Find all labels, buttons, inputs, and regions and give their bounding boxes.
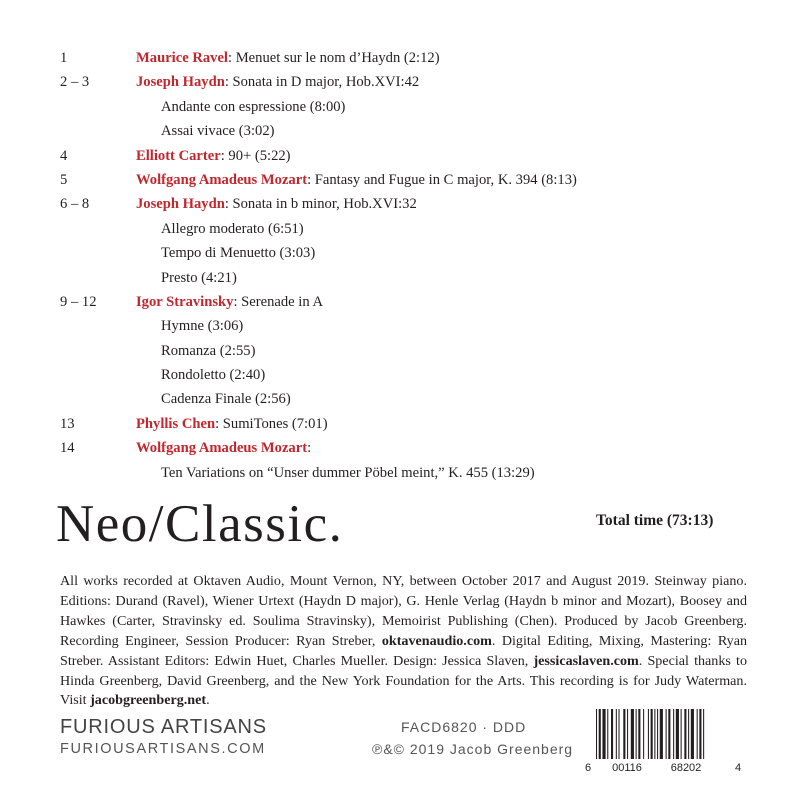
track-row — [60, 70, 760, 94]
movement-title: Allegro moderato (6:51) — [161, 220, 304, 237]
movement-title: Tempo di Menuetto (3:03) — [161, 245, 316, 262]
movement-row — [60, 363, 760, 387]
work-title: : — [307, 440, 312, 457]
barcode-bar — [648, 709, 649, 759]
work-title: : Sonata in b minor, Hob.XVI:32 — [224, 196, 417, 213]
barcode-bar — [643, 709, 644, 759]
barcode-bar — [657, 709, 658, 759]
movement-row — [60, 314, 760, 338]
barcode-bar — [673, 709, 674, 759]
composer-name: Maurice Ravel — [136, 50, 228, 66]
composer-name: Wolfgang Amadeus Mozart — [136, 440, 308, 457]
work-title: : Serenade in A — [233, 293, 324, 310]
movement-title: Presto (4:21) — [161, 269, 237, 286]
work-title: : Sonata in D major, Hob.XVI:42 — [224, 74, 420, 91]
track-title — [136, 70, 419, 94]
barcode-bar — [703, 709, 704, 759]
track-number: 13 — [60, 415, 75, 432]
barcode-bar — [654, 709, 655, 759]
movement-title: Ten Variations on “Unser dummer Pöbel meint,” K. 455 (13:29) — [161, 464, 535, 481]
movement-row — [60, 241, 760, 265]
catalog-number: FACD6820 · DDD — [401, 719, 527, 735]
barcode-bar — [688, 709, 689, 759]
composer-name: Phyllis Chen — [136, 415, 216, 432]
movement-title: Romanza (2:55) — [161, 342, 256, 359]
barcode-bar — [681, 709, 682, 759]
track-number: 5 — [60, 171, 68, 188]
barcode-bar — [684, 709, 686, 759]
track-row — [60, 436, 760, 460]
credit-link-text: jessicaslaven.com — [533, 652, 639, 669]
movement-row — [60, 387, 760, 411]
barcode-bar — [627, 709, 628, 759]
credit-text: All works recorded at Oktaven Audio, Mount Vernon, NY, between October 2017 and August 2019. Steinway piano. Editions: Durand (Ravel), Wiener Urtext (Haydn D major), G. Henle Verlag (Haydn b minor and Mozart), Boosey and Hawkes (Carter, Stravinsky ed. Soulima Stravinsky), Memoirist Publishing (Chen). Produced by Jacob Greenberg. Recording Engineer, Session Producer: Ryan Streber, — [60, 573, 747, 649]
track-row — [60, 46, 760, 70]
track-title — [136, 290, 323, 314]
barcode-bar — [651, 709, 653, 759]
credit-text: . Digital Editing, Mixing, Mastering: Ryan Streber. Assistant Editors: Edwin Huet, Charles Mueller. Design: Jessica Slaven, — [60, 632, 747, 669]
credit-text: . Special thanks to Hinda Greenberg, David Greenberg, and the New York Foundation for the Arts. This recording is for Judy Waterman. Visit — [60, 652, 747, 709]
credits-paragraph — [60, 572, 747, 711]
barcode-digit-last: 4 — [735, 762, 742, 773]
barcode-bars — [596, 709, 704, 759]
barcode-bar — [602, 709, 605, 759]
movement-title: Hymne (3:06) — [161, 318, 244, 335]
barcode-bar — [676, 709, 679, 759]
barcode-bar — [691, 709, 694, 759]
credit-link-text: jacobgreenberg.net — [90, 692, 207, 709]
track-number: 9 – 12 — [60, 293, 97, 310]
barcode-bar — [599, 709, 601, 759]
movement-row — [60, 119, 760, 143]
barcode-bar — [596, 709, 597, 759]
barcode-bar — [699, 709, 701, 759]
barcode-bar — [636, 709, 637, 759]
barcode-bar — [623, 709, 625, 759]
barcode-bar — [660, 709, 663, 759]
album-title: Neo/Classic. — [56, 495, 344, 553]
track-title — [136, 436, 311, 460]
movement-row — [60, 461, 760, 485]
work-title: : Fantasy and Fugue in C major, K. 394 (8:13) — [307, 171, 577, 188]
work-title: : 90+ (5:22) — [220, 147, 291, 164]
barcode-bar — [668, 709, 670, 759]
track-row — [60, 412, 760, 436]
barcode-digits-left: 00116 — [612, 762, 642, 773]
barcode-bar — [616, 709, 617, 759]
work-title: : Menuet sur le nom d’Haydn (2:12) — [228, 50, 440, 66]
movement-row — [60, 217, 760, 241]
track-row — [60, 168, 760, 192]
barcode-bar — [631, 709, 634, 759]
track-title — [136, 192, 417, 216]
composer-name: Elliott Carter — [136, 147, 221, 164]
barcode-digit-first: 6 — [585, 762, 592, 773]
track-row — [60, 144, 760, 168]
barcode-bar — [666, 709, 667, 759]
composer-name: Joseph Haydn — [136, 74, 225, 91]
movement-title: Rondoletto (2:40) — [161, 367, 266, 384]
movement-title: Cadenza Finale (2:56) — [161, 391, 291, 408]
composer-name: Wolfgang Amadeus Mozart — [136, 171, 308, 188]
track-number: 2 – 3 — [60, 74, 90, 91]
movement-title: Andante con espressione (8:00) — [161, 98, 346, 115]
credit-text: . — [206, 692, 210, 709]
track-list — [60, 46, 760, 485]
barcode-bar — [619, 709, 620, 759]
track-number: 6 – 8 — [60, 196, 90, 213]
movement-row — [60, 339, 760, 363]
label-name: FURIOUS ARTISANS — [60, 716, 267, 738]
copyright-notice: ℗&© 2019 Jacob Greenberg — [372, 741, 574, 757]
total-time: Total time (73:13) — [596, 512, 714, 529]
track-number: 1 — [60, 50, 68, 66]
movement-row — [60, 95, 760, 119]
track-title — [136, 412, 328, 436]
barcode-bar — [697, 709, 698, 759]
label-url: FURIOUSARTISANS.COM — [60, 741, 266, 757]
barcode-bar — [638, 709, 640, 759]
track-row — [60, 290, 760, 314]
track-title — [136, 144, 291, 168]
barcode — [582, 709, 742, 773]
barcode-digits-right: 68202 — [670, 762, 702, 773]
movement-row — [60, 266, 760, 290]
composer-name: Igor Stravinsky — [136, 293, 234, 310]
track-number: 4 — [60, 147, 68, 164]
work-title: : SumiTones (7:01) — [215, 415, 328, 432]
movement-title: Assai vivace (3:02) — [161, 123, 275, 140]
track-title — [136, 168, 577, 192]
barcode-bar — [611, 709, 613, 759]
composer-name: Joseph Haydn — [136, 196, 225, 213]
track-row — [60, 192, 760, 216]
barcode-bar — [607, 709, 608, 759]
track-number: 14 — [60, 440, 75, 457]
track-title — [136, 46, 440, 70]
credit-link-text: oktavenaudio.com — [381, 632, 492, 649]
